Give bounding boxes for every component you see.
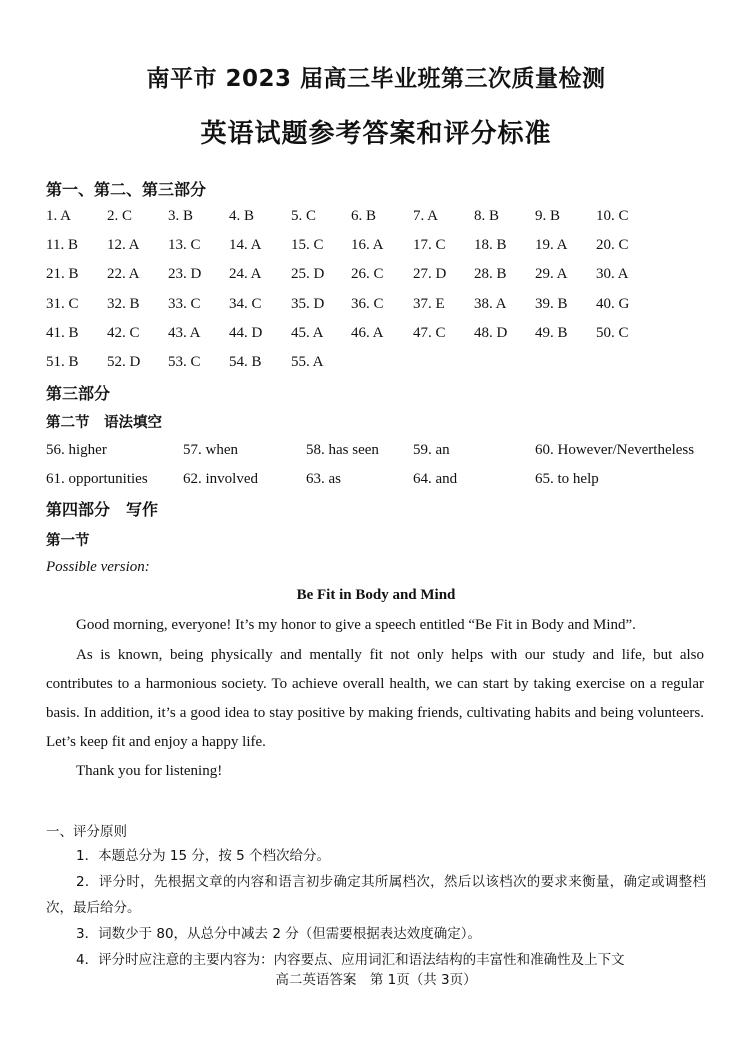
answer-item: 55. A	[291, 354, 324, 370]
answer-item: 16. A	[351, 237, 384, 253]
section-heading-part3: 第三部分	[46, 384, 111, 403]
essay-title: Be Fit in Body and Mind	[296, 587, 456, 603]
answer-item: 4. B	[229, 208, 255, 224]
section-heading-part4: 第四部分 写作	[46, 500, 159, 519]
document-title: 南平市 2023 届高三毕业班第三次质量检测	[146, 66, 606, 92]
subsection-heading-writing: 第一节	[46, 533, 90, 549]
answer-item: 8. B	[474, 208, 500, 224]
essay-paragraph: Good morning, everyone! It’s my honor to give a speech entitled “Be Fit in Body and Mind”.	[76, 617, 636, 633]
answer-item: 25. D	[291, 266, 325, 282]
answer-item: 44. D	[229, 325, 263, 341]
grammar-answer-row	[0, 471, 752, 493]
possible-version-label: Possible version:	[46, 559, 150, 575]
answer-item: 5. C	[291, 208, 317, 224]
answer-item: 46. A	[351, 325, 384, 341]
answer-item: 51. B	[46, 354, 79, 370]
answer-item: 35. D	[291, 296, 325, 312]
answer-item: 2. C	[107, 208, 133, 224]
answer-item: 50. C	[596, 325, 629, 341]
answer-item: 32. B	[107, 296, 140, 312]
essay-paragraph: As is known, being physically and mentally fit not only helps with our study and life, but also contributes to a harmonious society. To achieve overall health, we can start by taking exercise on a regular basis. In addition, it’s a good idea to stay positive by making friends, cultivating habits and being volunteers. Let’s keep fit and enjoy a happy life.	[46, 647, 704, 750]
answer-item: 12. A	[107, 237, 140, 253]
answer-row	[0, 266, 752, 288]
answer-item: 28. B	[474, 266, 507, 282]
answer-item: 19. A	[535, 237, 568, 253]
grammar-answer-item: 61. opportunities	[46, 471, 148, 487]
answer-row	[0, 208, 752, 230]
answer-item: 1. A	[46, 208, 72, 224]
scoring-heading: 一、评分原则	[46, 824, 127, 840]
answer-item: 17. C	[413, 237, 446, 253]
answer-item: 31. C	[46, 296, 79, 312]
document-subtitle: 英语试题参考答案和评分标准	[200, 119, 552, 149]
answer-item: 21. B	[46, 266, 79, 282]
answer-item: 33. C	[168, 296, 201, 312]
answer-item: 24. A	[229, 266, 262, 282]
answer-item: 11. B	[46, 237, 78, 253]
answer-row	[0, 237, 752, 259]
answer-item: 7. A	[413, 208, 439, 224]
answer-item: 41. B	[46, 325, 79, 341]
answer-item: 20. C	[596, 237, 629, 253]
answer-item: 53. C	[168, 354, 201, 370]
answer-item: 23. D	[168, 266, 202, 282]
grammar-answer-row	[0, 442, 752, 464]
answer-item: 10. C	[596, 208, 629, 224]
answer-item: 26. C	[351, 266, 384, 282]
answer-item: 48. D	[474, 325, 508, 341]
answer-item: 38. A	[474, 296, 507, 312]
grammar-answer-item: 57. when	[183, 442, 238, 458]
answer-item: 6. B	[351, 208, 377, 224]
answer-item: 15. C	[291, 237, 324, 253]
grammar-answer-item: 65. to help	[535, 471, 599, 487]
answer-item: 45. A	[291, 325, 324, 341]
scoring-item: 2．评分时，先根据文章的内容和语言初步确定其所属档次，然后以该档次的要求来衡量，确定或调整档次，最后给分。	[46, 874, 706, 916]
answer-item: 27. D	[413, 266, 447, 282]
answer-item: 49. B	[535, 325, 568, 341]
subsection-heading-grammar: 第二节 语法填空	[46, 415, 162, 431]
answer-item: 9. B	[535, 208, 561, 224]
grammar-answer-item: 64. and	[413, 471, 458, 487]
answer-item: 43. A	[168, 325, 201, 341]
answer-item: 54. B	[229, 354, 262, 370]
answer-item: 22. A	[107, 266, 140, 282]
answer-item: 30. A	[596, 266, 629, 282]
grammar-answer-item: 60. However/Nevertheless	[535, 442, 695, 458]
grammar-answer-item: 63. as	[306, 471, 341, 487]
answer-row	[0, 354, 752, 376]
page-footer: 高二英语答案 第 1页（共 3页）	[275, 972, 477, 988]
section-heading-part123: 第一、第二、第三部分	[46, 180, 207, 199]
answer-row	[0, 296, 752, 318]
answer-item: 36. C	[351, 296, 384, 312]
scoring-item: 1．本题总分为 15 分，按 5 个档次给分。	[76, 848, 331, 864]
answer-item: 14. A	[229, 237, 262, 253]
answer-item: 47. C	[413, 325, 446, 341]
answer-row	[0, 325, 752, 347]
answer-item: 39. B	[535, 296, 568, 312]
answer-item: 29. A	[535, 266, 568, 282]
grammar-answer-item: 62. involved	[183, 471, 258, 487]
grammar-answer-item: 56. higher	[46, 442, 107, 458]
answer-item: 42. C	[107, 325, 140, 341]
answer-item: 40. G	[596, 296, 630, 312]
answer-item: 18. B	[474, 237, 507, 253]
answer-item: 52. D	[107, 354, 141, 370]
answer-item: 3. B	[168, 208, 194, 224]
scoring-item: 3．词数少于 80，从总分中减去 2 分（但需要根据表达效度确定）。	[76, 926, 481, 942]
answer-item: 37. E	[413, 296, 445, 312]
answer-item: 13. C	[168, 237, 201, 253]
grammar-answer-item: 58. has seen	[306, 442, 379, 458]
essay-paragraph: Thank you for listening!	[76, 763, 223, 779]
scoring-item: 4．评分时应注意的主要内容为：内容要点、应用词汇和语法结构的丰富性和准确性及上下文	[76, 952, 625, 968]
answer-item: 34. C	[229, 296, 262, 312]
grammar-answer-item: 59. an	[413, 442, 450, 458]
